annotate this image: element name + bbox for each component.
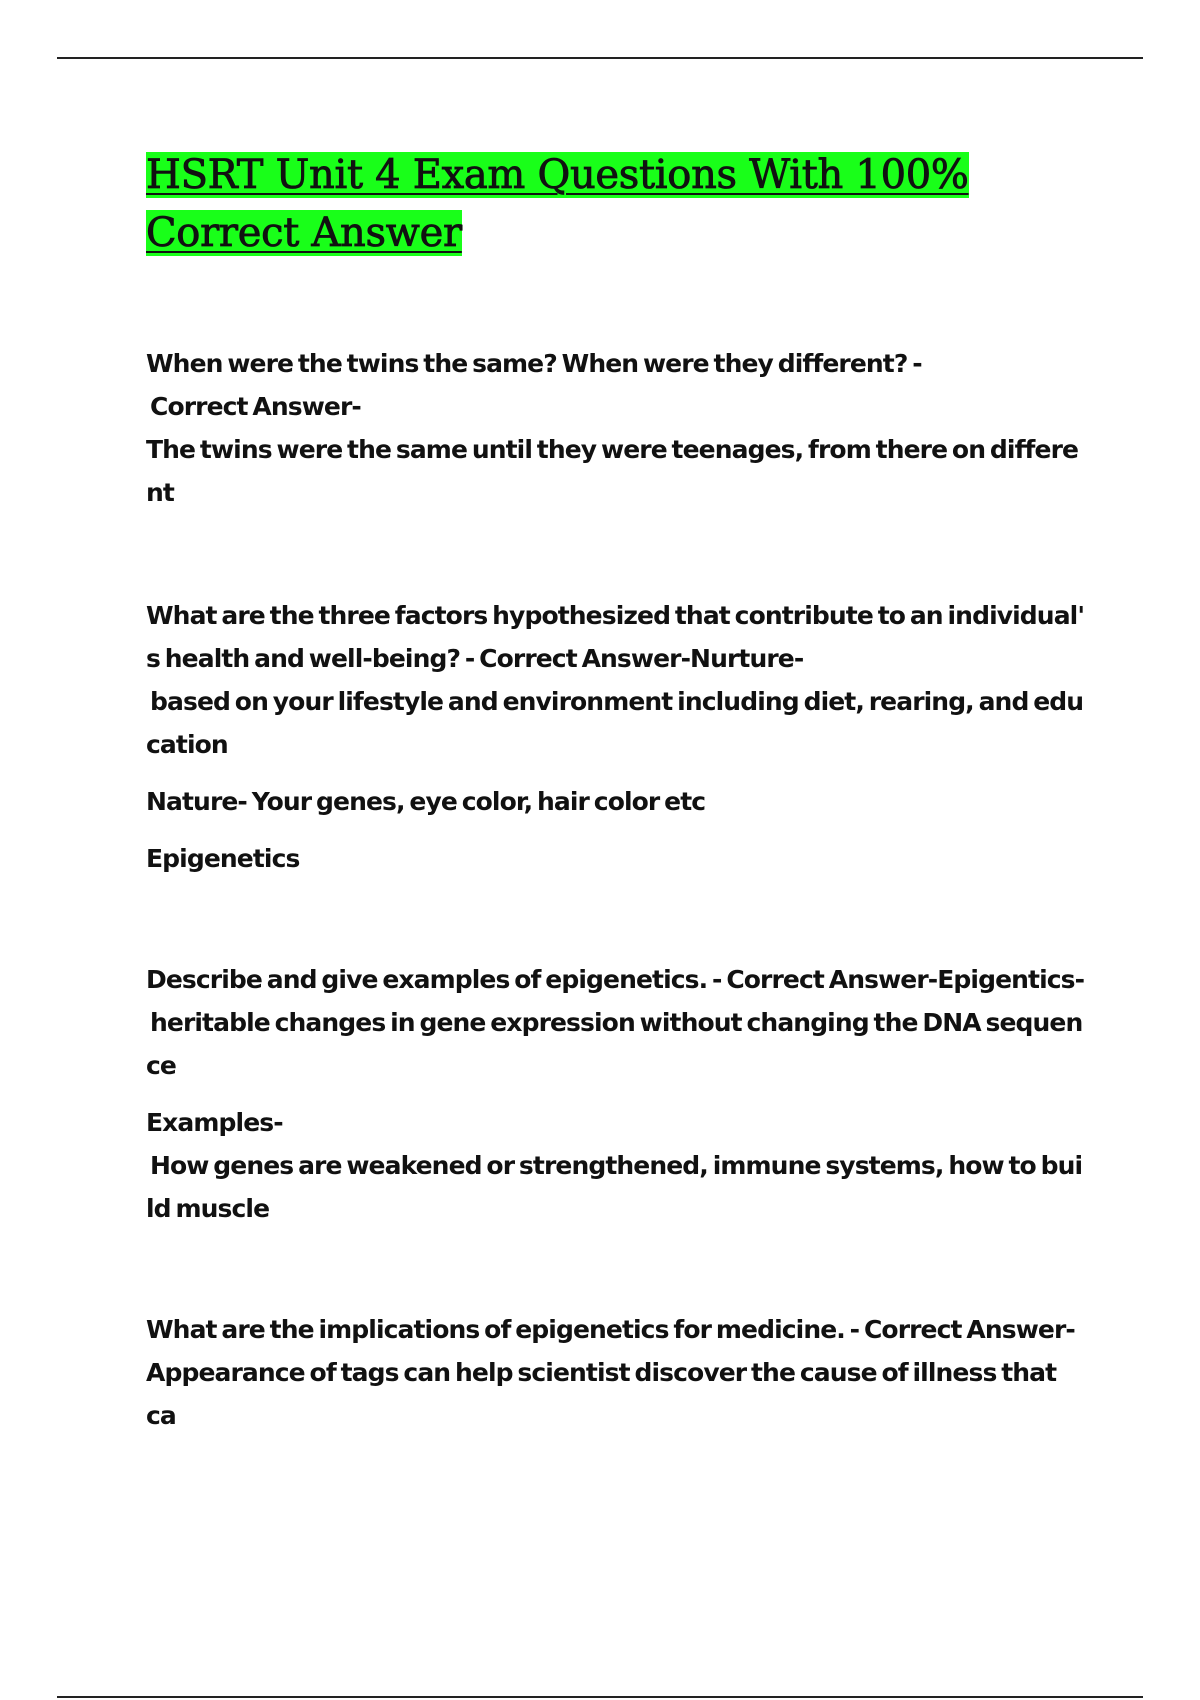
answer-line: heritable changes in gene expression without changing the DNA sequen bbox=[150, 1008, 1083, 1037]
answer-line: How genes are weakened or strengthened, immune systems, how to bui bbox=[150, 1151, 1083, 1180]
answer-line: Appearance of tags can help scientist discover the cause of illness that ca bbox=[146, 1358, 1057, 1430]
document-body bbox=[146, 146, 1086, 1437]
question-line: What are the three factors hypothesized that contribute to an individual' bbox=[146, 601, 1085, 630]
footer-rule bbox=[57, 1696, 1143, 1698]
answer-line: nt bbox=[146, 478, 174, 507]
question-line: When were the twins the same? When were they different? - bbox=[146, 349, 922, 378]
answer-line: Epigenetics bbox=[146, 844, 300, 873]
document-title bbox=[146, 146, 1086, 262]
answer-line: based on your lifestyle and environment including diet, rearing, and edu bbox=[150, 687, 1084, 716]
answer-line: ld muscle bbox=[146, 1194, 270, 1223]
qa-block-three-factors bbox=[146, 594, 1086, 880]
answer-line: Nature- Your genes, eye color, hair color etc bbox=[146, 787, 706, 816]
answer-label: Correct Answer- bbox=[150, 392, 361, 421]
question-line: s health and well-being? - Correct Answer-Nurture- bbox=[146, 644, 804, 673]
question-line: Describe and give examples of epigenetics. - Correct Answer-Epigentics- bbox=[146, 965, 1085, 994]
qa-block-epigenetics-examples bbox=[146, 958, 1086, 1230]
header-rule bbox=[57, 57, 1143, 59]
answer-line: ce bbox=[146, 1051, 176, 1080]
title-line-2: Correct Answer bbox=[146, 210, 462, 256]
qa-block-twins bbox=[146, 342, 1086, 514]
answer-line: Examples- bbox=[146, 1108, 283, 1137]
answer-line: The twins were the same until they were teenages, from there on differe bbox=[146, 435, 1079, 464]
question-line: What are the implications of epigenetics for medicine. - Correct Answer- bbox=[146, 1315, 1075, 1344]
qa-block-medicine bbox=[146, 1308, 1086, 1437]
answer-line: cation bbox=[146, 730, 228, 759]
title-line-1: HSRT Unit 4 Exam Questions With 100% bbox=[146, 152, 969, 198]
